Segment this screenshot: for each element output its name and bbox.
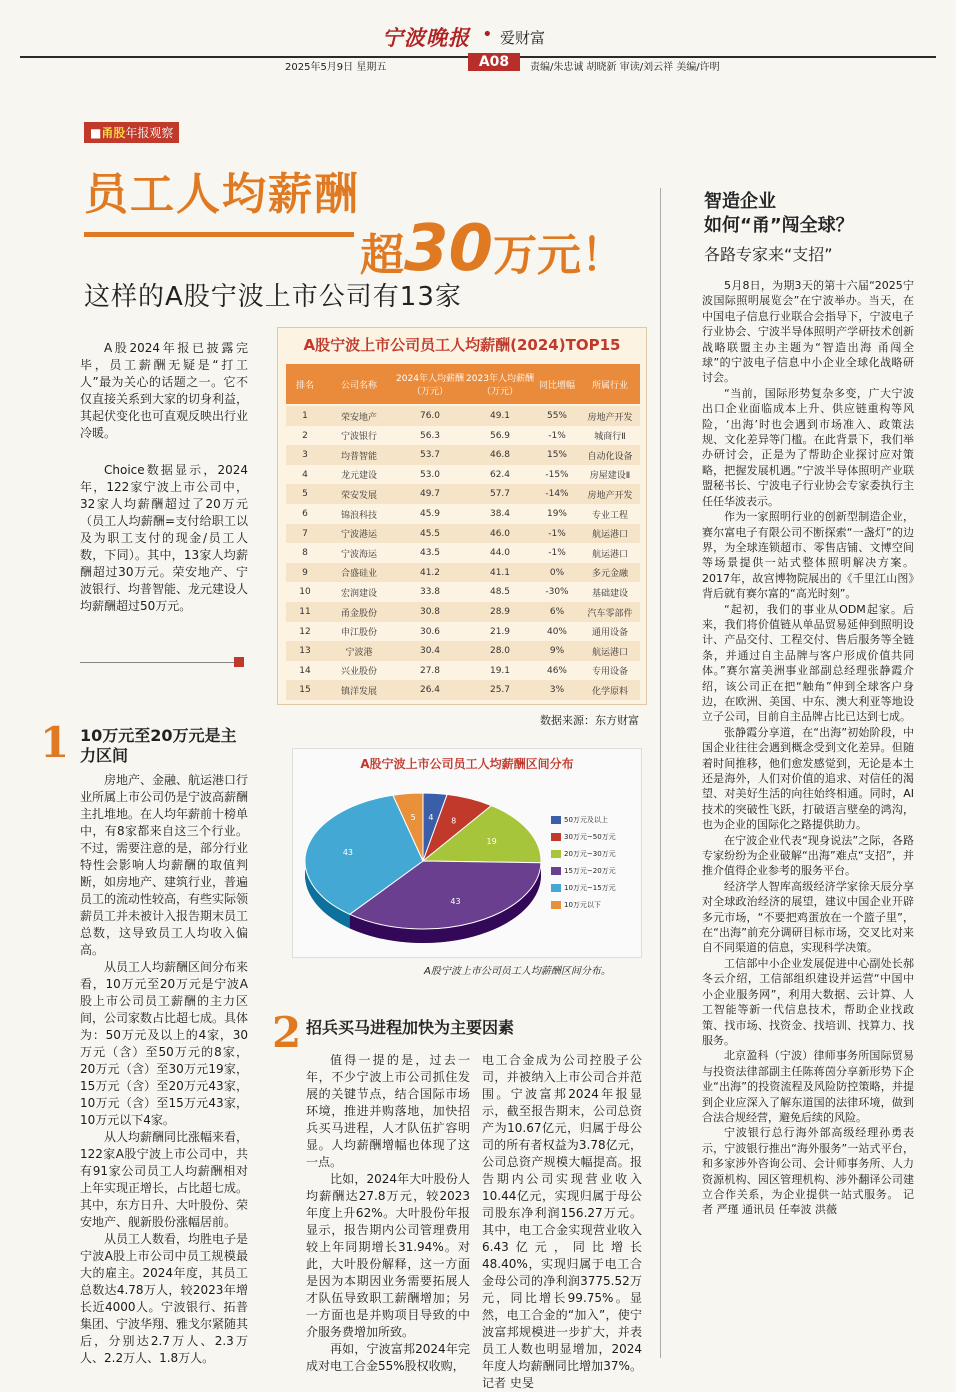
- table-cell: 48.5: [489, 587, 511, 598]
- data-source: 数据来源：东方财富: [540, 714, 639, 727]
- table-cell: 9%: [549, 646, 565, 657]
- salary-table: [277, 327, 647, 705]
- legend-label: 15万元~20万元: [564, 867, 616, 875]
- table-row: [286, 543, 640, 563]
- page-number: A08: [468, 53, 520, 71]
- table-cell: -30%: [545, 587, 569, 598]
- table-cell: 6: [302, 509, 308, 519]
- column-divider: [660, 188, 661, 1358]
- table-cell: 4: [302, 469, 308, 480]
- legend-item: [551, 815, 639, 825]
- right-para: 宁波银行总行海外部高级经理孙勇表示，宁波银行推出“海外服务”一站式平台，和多家涉外咨询公司、会计师事务所、人力资源机构、园区管理机构、涉外翻译公司建立合作关系，为企业提供一站式服务。 记者 严瑾 通讯员 任奉波 洪薇: [702, 1126, 914, 1217]
- table-cell: 28.9: [489, 607, 511, 617]
- table-cell: 57.7: [489, 489, 511, 500]
- table-row: [286, 582, 640, 602]
- table-cell: 11: [299, 607, 311, 617]
- table-cell: -1%: [548, 430, 566, 441]
- table-cell: 5: [302, 489, 308, 500]
- masthead-dot: •: [482, 24, 493, 45]
- table-row: [286, 426, 640, 446]
- header-date: 2025年5月9日 星期五: [285, 62, 387, 73]
- table-cell: -1%: [548, 548, 566, 559]
- table-cell: 53.0: [419, 469, 441, 480]
- table-cell: 25.7: [489, 685, 511, 696]
- table-row: [286, 484, 640, 504]
- table-row: [286, 406, 640, 426]
- right-body: [702, 278, 914, 1218]
- table-cell: 56.3: [419, 430, 441, 441]
- section2-para: 比如，2024年大叶股份人均薪酬达27.8万元，较2023年度上升62%。大叶股份年报显示，报告期内公司管理费用较上年同期增长31.94%。对此，大叶股份解释，这一方面是因为本期因业务需要拓展人才队伍导致职工薪酬增加；另一方面也是并购项目导致的中介服务费增加所致。: [306, 1172, 470, 1339]
- table-cell: 30.6: [419, 626, 441, 637]
- table-header-cell: 2023年人均薪酬（万元）: [466, 374, 534, 397]
- table-cell: 7: [302, 528, 308, 539]
- right-para: “起初，我们的事业从ODM起家。后来，我们将价值链从单品贸易延伸到照明设计、产品交付、工程交付、售后服务等全链条，并通过自主品牌与客户形成价值共同体。”赛尔富美洲事业部副总经理张静霞介绍，该公司正在把“触角”伸到全球客户身边，在欧洲、美国、中东、澳大利亚等地设立子公司，目前自主品牌占比已达到七成。: [702, 602, 914, 724]
- table-title: A股宁波上市公司员工人均薪酬(2024)TOP15: [303, 336, 621, 354]
- table-row: [286, 680, 640, 700]
- intro-para-2: Choice数据显示，2024年，122家宁波上市公司中，32家人均薪酬超过了20万元（员工人均薪酬=支付给职工以及为职工支付的现金/员工人数，下同）。其中，13家人均薪酬超过30万元。荣安地产、宁波银行、均普智能、龙元建设人均薪酬超过50万元。: [80, 463, 249, 613]
- intro-para-1: A股2024年报已披露完毕，员工薪酬无疑是“打工人”最为关心的话题之一。它不仅直接关系到大家的切身利益，其起伏变化也可直观反映出行业冷暖。: [80, 341, 249, 440]
- table-cell: 40%: [546, 626, 567, 637]
- table-cell: 宁波港: [345, 647, 373, 658]
- table-header: [286, 364, 640, 404]
- table-cell: 30.4: [419, 646, 441, 657]
- right-para: 工信部中小企业发展促进中心副处长郝冬云介绍，工信部组织建设并运营“中国中小企业服务网”，利用大数据、云计算、人工智能等新一代信息技术，帮助企业找政策、找市场、找资金、找培训、找算力、找服务。: [702, 956, 914, 1047]
- table-row: [286, 524, 640, 544]
- table-cell: 宁波海运: [340, 549, 377, 560]
- table-header-cell: 所属行业: [591, 380, 628, 391]
- table-cell: 19.1: [489, 665, 511, 676]
- table-cell: 宁波港运: [340, 530, 377, 541]
- right-title: [704, 190, 854, 238]
- table-cell: 龙元建设: [340, 471, 377, 482]
- table-cell: 1: [302, 411, 308, 421]
- table-cell: 8: [302, 548, 308, 559]
- section2-col2: [482, 1052, 642, 1392]
- section1-para: 从员工人数看，均胜电子是宁波A股上市公司中员工规模最大的雇主。2024年度，其员工总数达4.78万人，较2023年增长近4000人。宁波银行、拓普集团、宁波华翔、雅戈尔紧随其后，分别达2.7万人、2.3万人、2.2万人、1.8万人。: [80, 1232, 249, 1365]
- header-editors: 责编/朱忠诚 胡晓新 审读/刘云祥 美编/许明: [530, 62, 720, 73]
- table-cell: 房地产开发: [587, 412, 633, 423]
- table-cell: 航运港口: [591, 549, 628, 560]
- table-cell: 45.5: [419, 528, 441, 539]
- right-subtitle: 各路专家来“支招”: [704, 245, 833, 264]
- table-cell: 专业工程: [591, 510, 628, 521]
- table-cell: 15%: [546, 450, 567, 461]
- intro-end-mark: [234, 657, 244, 667]
- tag-brand: 甬股: [101, 126, 126, 140]
- table-header-cell: 同比增幅: [538, 380, 575, 391]
- pie-caption: A股宁波上市公司员工人均薪酬区间分布。: [424, 966, 611, 977]
- table-cell: 多元金融: [591, 569, 628, 580]
- table-cell: 41.1: [489, 567, 511, 578]
- table-row: [286, 465, 640, 485]
- legend-swatch: [551, 833, 561, 841]
- section2-col1: [306, 1052, 470, 1375]
- headline-line2: [360, 212, 625, 286]
- pie-data-label: 5: [410, 813, 416, 823]
- table-cell: 2: [302, 430, 308, 441]
- legend-label: 10万元以下: [564, 901, 601, 909]
- right-para: “当前，国际形势复杂多变，广大宁波出口企业面临成本上升、供应链重构等风险，‘出海’时也会遇到市场准入、政策法规、文化差异等门槛。在此背景下，我们举办研讨会，正是为了帮助企业探讨应对策略，把握发展机遇。”宁波半导体照明产业联盟秘书长、宁波电子行业协会专家委执行主任任华波表示。: [702, 386, 914, 508]
- table-cell: 荣安地产: [340, 412, 377, 423]
- table-cell: 21.9: [489, 626, 511, 637]
- headline-rule: [84, 232, 354, 237]
- table-cell: 46%: [546, 665, 567, 676]
- table-row: [286, 622, 640, 642]
- legend-item: [551, 883, 639, 893]
- table-cell: 宁波银行: [340, 432, 377, 443]
- legend-swatch: [551, 816, 561, 824]
- right-title-line2: 如何“甬”闯全球？: [704, 215, 854, 236]
- table-row: [286, 504, 640, 524]
- headline-line1: 员工人均薪酬: [84, 169, 360, 220]
- pie-data-label: 43: [342, 847, 354, 857]
- table-cell: 49.1: [489, 411, 511, 421]
- table-cell: 26.4: [419, 685, 441, 696]
- table-row: [286, 602, 640, 622]
- table-cell: 化学原料: [591, 686, 628, 697]
- table-cell: 76.0: [419, 411, 441, 421]
- legend-swatch: [551, 850, 561, 858]
- headline-number: 30: [404, 212, 494, 286]
- legend-swatch: [551, 884, 561, 892]
- table-cell: -1%: [548, 528, 566, 539]
- table-cell: 49.7: [419, 489, 441, 500]
- table-cell: 镇洋发展: [340, 686, 377, 697]
- masthead-logo: 宁波晚报: [382, 25, 470, 50]
- table-cell: 45.9: [419, 509, 441, 519]
- pie-title: A股宁波上市公司员工人均薪酬区间分布: [360, 757, 574, 771]
- right-para: 张静霞分享道，在“出海”初始阶段，中国企业往往会遇到概念受到文化差异。但随着时间推移，他们愈发感觉到，无论是本土还是海外，人们对价值的追求、对信任的渴望、对美好生活的向往始终相通。同时，AI技术的突破性飞跃，打破语言壁垒的鸿沟，也为企业的国际化之路提供助力。: [702, 725, 914, 832]
- table-cell: -14%: [545, 489, 569, 500]
- right-para: 作为一家照明行业的创新型制造企业，赛尔富电子有限公司不断探索“一盏灯”的边界，为全球连锁超市、零售店铺、文博空间等场景提供一站式整体照明解决方案。2017年，故宫博物院展出的《千里江山图》背后就有赛尔富的“高光时刻”。: [702, 510, 914, 601]
- table-cell: 宏润建设: [340, 588, 377, 599]
- section1-body: [80, 772, 248, 1367]
- headline-pre: 超: [360, 230, 404, 281]
- table-cell: 14: [299, 665, 311, 676]
- table-cell: 15: [299, 685, 311, 696]
- right-para: 5月8日，为期3天的第十六届“2025宁波国际照明展览会”在宁波举办。当天，在中国电子信息行业联合会指导下，宁波电子行业协会、宁波半导体照明产学研技术创新战略联盟主办主题为“智造出海 甬闯全球”的宁波电子信息中小企业全球化战略研讨会。: [702, 279, 914, 385]
- pie-data-label: 43: [450, 897, 461, 907]
- table-cell: 19%: [546, 509, 567, 519]
- table-cell: 房屋建设Ⅱ: [589, 471, 631, 482]
- table-cell: 汽车零部件: [587, 608, 633, 619]
- table-cell: 27.8: [419, 665, 441, 676]
- table-cell: 合盛硅业: [340, 569, 377, 580]
- section1-number: 1: [40, 718, 70, 767]
- table-cell: 28.0: [489, 646, 511, 657]
- table-cell: 46.0: [489, 528, 511, 539]
- table-cell: 33.8: [419, 587, 441, 598]
- table-cell: 专用设备: [591, 667, 628, 678]
- table-cell: 13: [299, 646, 311, 657]
- table-cell: 锦浪科技: [340, 510, 377, 521]
- table-cell: 3: [302, 450, 308, 461]
- section1-para: 房地产、金融、航运港口行业所属上市公司仍是宁波高薪酬主扎堆地。在人均年薪前十榜单中，有8家都来自这三个行业。不过，需要注意的是，部分行业特性会影响人均薪酬的取值判断，如房地产、建筑行业，普遍员工的流动性较高，有些实际领薪员工并未被计入报告期末员工总数，这导致员工人均收入偏高。: [80, 773, 249, 957]
- table-cell: 自动化设备: [587, 451, 633, 462]
- table-row: [286, 563, 640, 583]
- table-row: [286, 445, 640, 465]
- section1-title: 10万元至20万元是主力区间: [80, 726, 237, 765]
- table-cell: -15%: [545, 469, 569, 480]
- table-cell: 均普智能: [340, 451, 377, 462]
- legend-item: [551, 849, 639, 859]
- section2-title: 招兵买马进程加快为主要因素: [306, 1018, 515, 1037]
- right-para: 经济学人智库高级经济学家徐天辰分享对全球政治经济的展望，建议中国企业开辟多元市场，“不要把鸡蛋放在一个篮子里”，在“出海”前充分调研目标市场，交叉比对来自不同渠道的信息，实现科学决策。: [702, 879, 914, 955]
- table-cell: 56.9: [489, 430, 511, 441]
- table-cell: 53.7: [419, 450, 441, 461]
- table-cell: 12: [299, 626, 311, 637]
- section1-para: 从人均薪酬同比涨幅来看，122家A股宁波上市公司中，共有91家公司员工人均薪酬相对上年实现正增长，占比超七成。其中，东方日升、大叶股份、荣安地产、舰新股份涨幅居前。: [80, 1130, 249, 1229]
- table-header-cell: 排名: [295, 380, 314, 391]
- legend-label: 30万元~50万元: [564, 833, 616, 841]
- legend-item: [551, 832, 639, 842]
- right-para: 在宁波企业代表“现身说法”之际，各路专家纷纷为企业破解“出海”难点“支招”，并推介值得企业参考的服务平台。: [702, 833, 914, 878]
- table-row: [286, 641, 640, 661]
- pie-data-label: 8: [451, 816, 457, 826]
- table-cell: 通用设备: [591, 628, 628, 639]
- section2-para: 值得一提的是，过去一年，不少宁波上市公司抓住发展的关键节点，结合国际市场环境，推进并购落地，加快招兵买马进程，人才队伍扩容明显。人均薪酬增幅也体现了这一点。: [306, 1053, 470, 1169]
- table-cell: 甬金股份: [340, 608, 377, 619]
- table-cell: 申江股份: [340, 628, 377, 639]
- table-cell: 6%: [549, 607, 565, 617]
- table-cell: 46.8: [489, 450, 511, 461]
- table-cell: 9: [302, 567, 308, 578]
- section2-number: 2: [272, 1008, 302, 1057]
- headline-subtitle: 这样的A股宁波上市公司有13家: [84, 282, 462, 312]
- section2-para: 电工合金成为公司控股子公司，并被纳入上市公司合并范围。宁波富邦2024年报显示，截至报告期末，公司总资产为10.67亿元，归属于母公司的所有者权益为3.78亿元，公司总资产规模大幅提高。报告期内公司实现营业收入10.44亿元，实现归属于母公司股东净利润156.27万元。其中，电工合金实现营业收入6.43亿元，同比增长48.40%，实现归属于电工合金母公司的净利润3775.52万元，同比增长99.75%。显然，电工合金的“加入”，使宁波富邦规模进一步扩大，并表员工人数也明显增加，2024年度人均薪酬同比增加37%。 记者 史旻: [482, 1053, 642, 1390]
- table-header-cell: 2024年人均薪酬（万元）: [396, 374, 464, 397]
- pie-data-label: 19: [486, 837, 497, 847]
- legend-item: [551, 900, 639, 910]
- table-cell: 房地产开发: [587, 490, 633, 501]
- intro-divider: [80, 662, 240, 663]
- table-cell: 城商行Ⅱ: [594, 432, 626, 443]
- table-row: [286, 661, 640, 681]
- table-cell: 43.5: [419, 548, 441, 559]
- legend-label: 20万元~30万元: [564, 850, 616, 858]
- table-cell: 30.8: [419, 607, 441, 617]
- table-cell: 兴业股份: [340, 667, 377, 678]
- table-cell: 荣安发展: [340, 490, 377, 501]
- table-cell: 38.4: [489, 509, 511, 519]
- table-cell: 62.4: [489, 469, 511, 480]
- section2-para: 再如，宁波富邦2024年完成对电工合金55%股权收购，: [306, 1342, 470, 1373]
- pie-data-label: 4: [428, 813, 434, 823]
- pie-legend: [551, 815, 639, 917]
- legend-swatch: [551, 901, 561, 909]
- legend-label: 50万元及以上: [564, 816, 608, 824]
- masthead-section: 爱财富: [500, 29, 546, 47]
- table-header-cell: 公司名称: [340, 380, 377, 391]
- legend-swatch: [551, 867, 561, 875]
- table-cell: 航运港口: [591, 647, 628, 658]
- table-cell: 基础建设: [591, 588, 628, 599]
- table-cell: 44.0: [489, 548, 511, 559]
- section1-para: 从员工人均薪酬区间分布来看，10万元至20万元是宁波A股上市公司员工薪酬的主力区间，公司家数占比超七成。具体为：50万元及以上的4家，30万元（含）至50万元的8家，20万元（含）至30万元19家，15万元（含）至20万元43家，10万元（含）至15万元43家，10万元以下4家。: [80, 960, 249, 1127]
- table-cell: 0%: [549, 567, 565, 578]
- table-cell: 航运港口: [591, 530, 628, 541]
- pie-chart-panel: [292, 748, 642, 958]
- headline-post: 万元！: [493, 230, 626, 281]
- column-tag: ■甬股年报观察: [84, 122, 179, 143]
- legend-label: 10万元~15万元: [564, 884, 616, 892]
- tag-label: 年报观察: [125, 126, 174, 140]
- right-title-line1: 智造企业: [704, 191, 776, 212]
- table-cell: 10: [299, 587, 311, 598]
- table-cell: 55%: [546, 411, 567, 421]
- table-cell: 3%: [549, 685, 565, 696]
- table-cell: 41.2: [419, 567, 441, 578]
- right-para: 北京盈科（宁波）律师事务所国际贸易与投资法律部副主任陈蒋茵分享新形势下企业“出海”的投资流程及风险防控策略，并提到企业应深入了解东道国的法律环境，做到合法合规经营，避免后续的风险。: [702, 1049, 914, 1124]
- legend-item: [551, 866, 639, 876]
